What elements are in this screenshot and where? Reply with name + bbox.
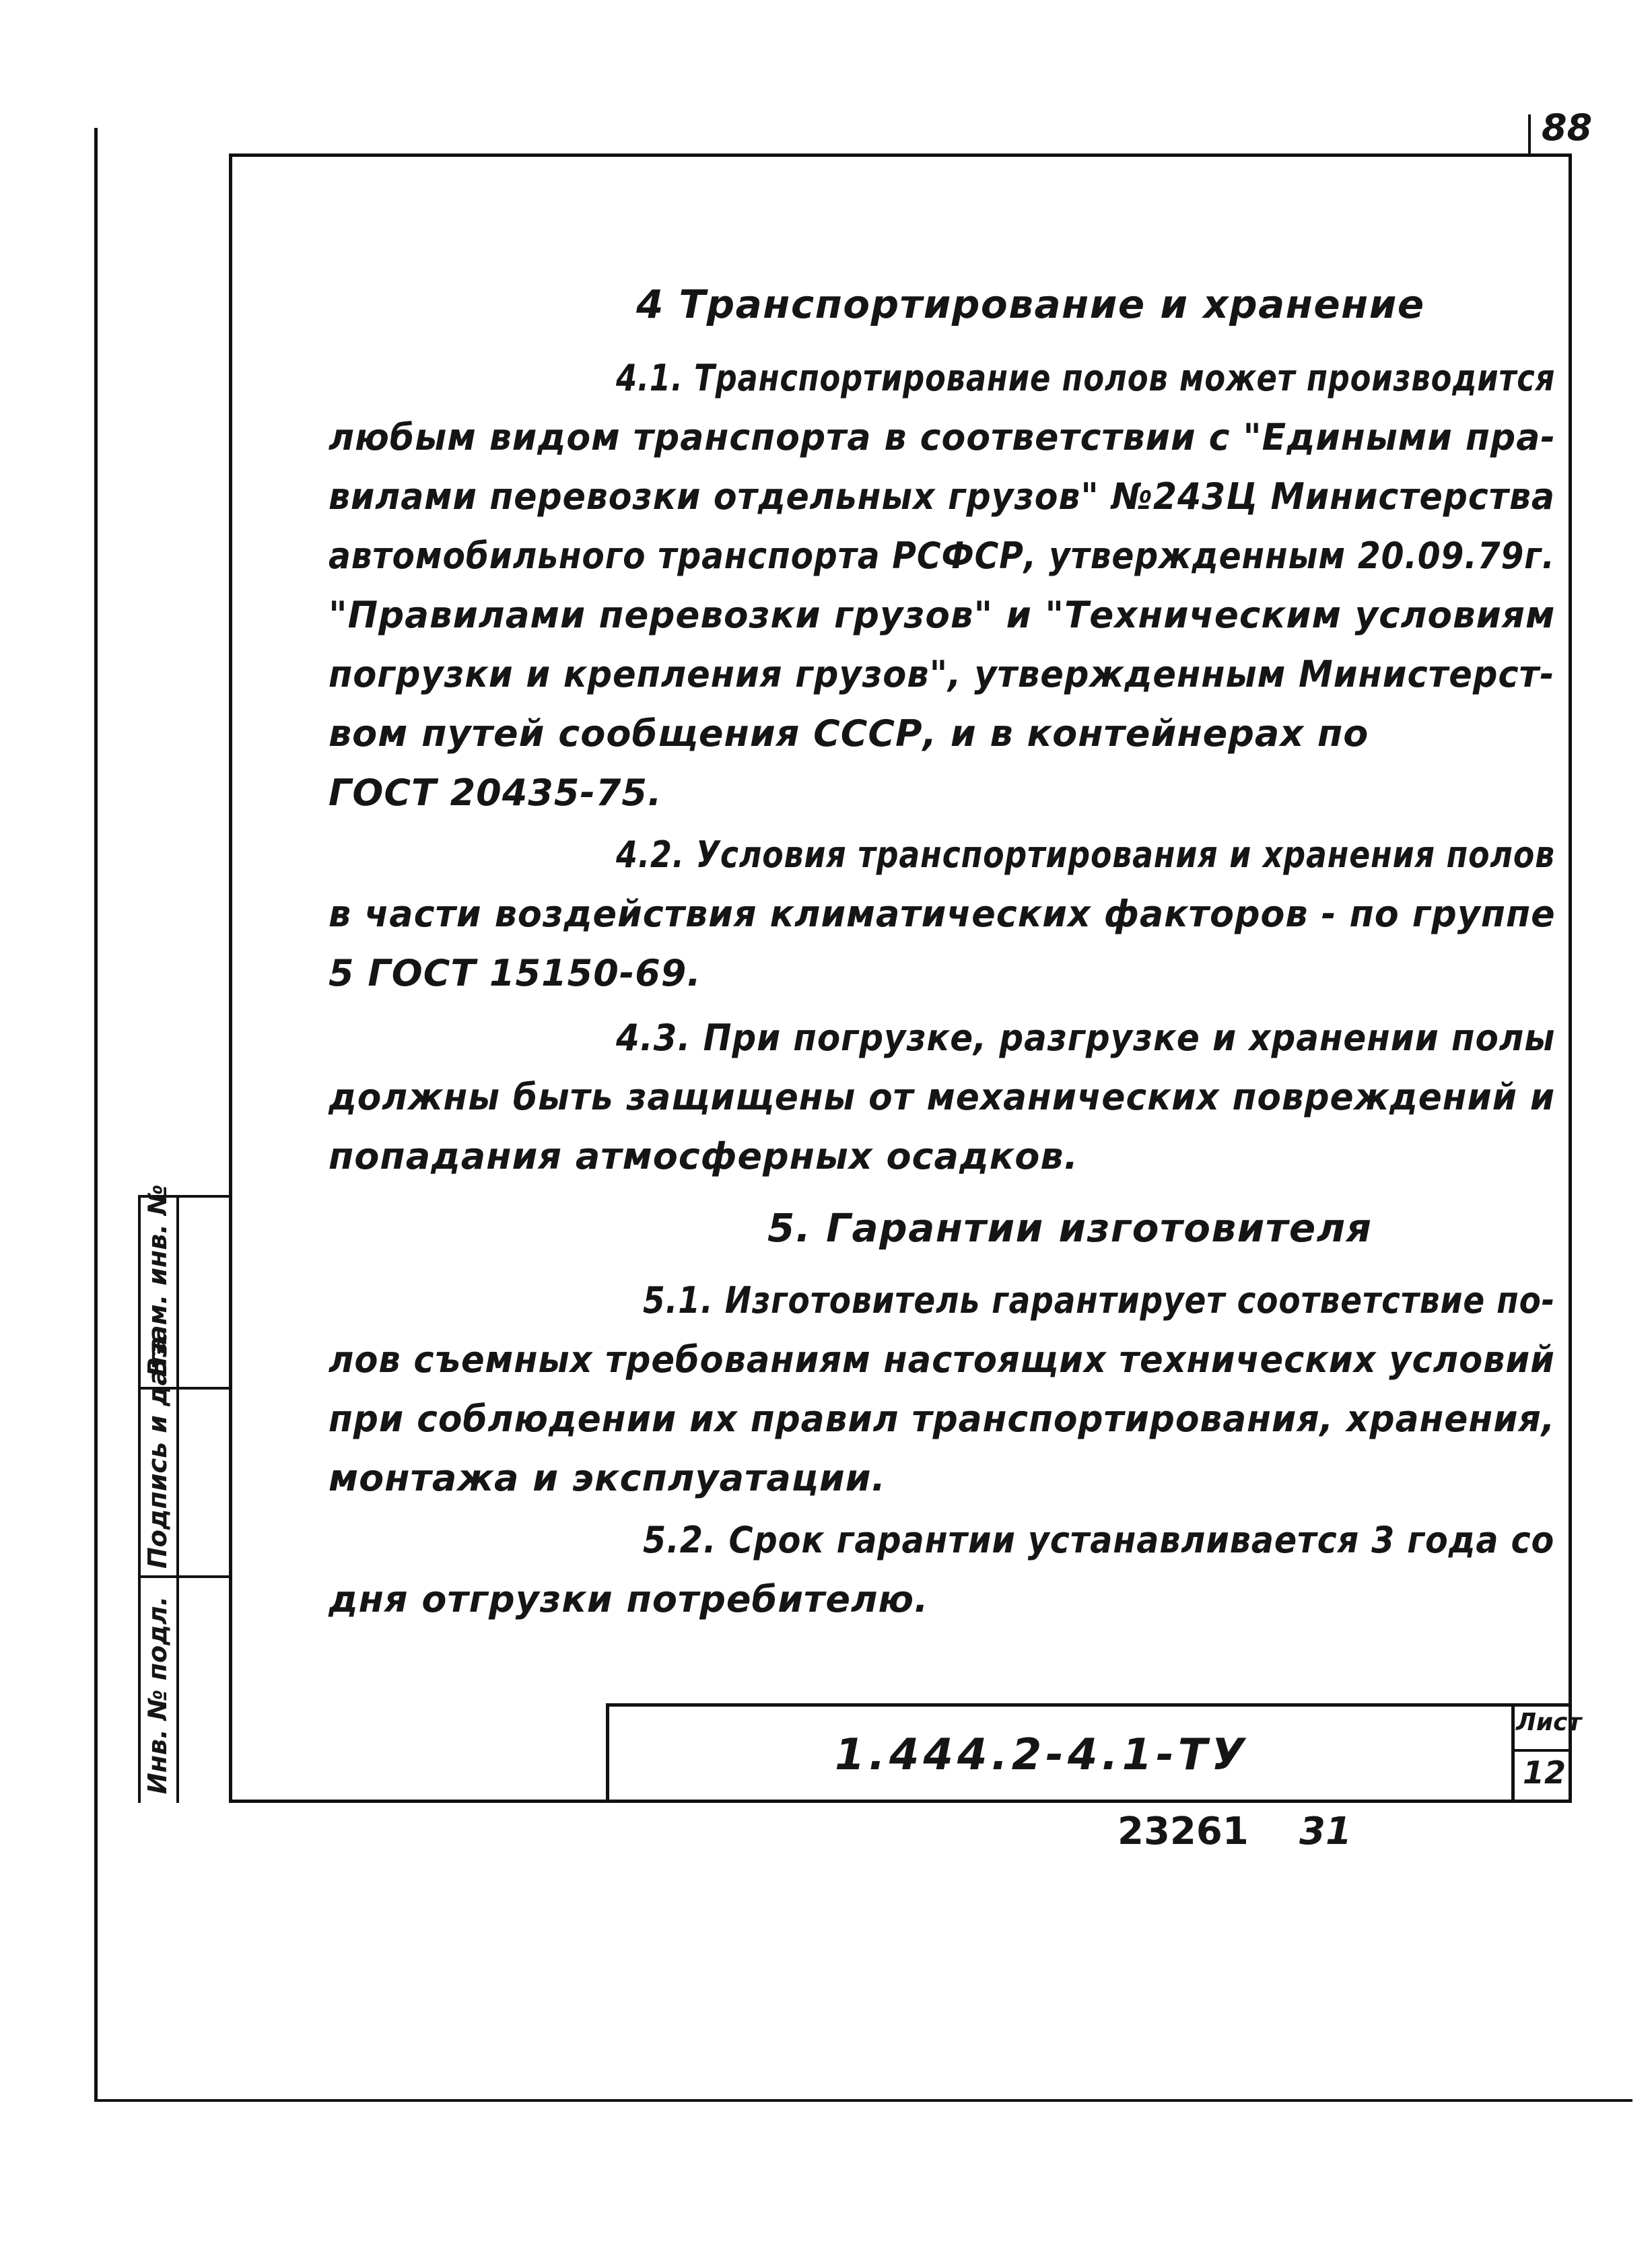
corner-tick [1528, 114, 1531, 155]
text-line: в части воздействия климатических факторов - по группе [329, 893, 1556, 935]
corner-page-number: 88 [1542, 106, 1593, 149]
text-line: должны быть защищены от механических повреждений и [329, 1076, 1556, 1118]
outer-margin-line [94, 128, 98, 2100]
side-sign-label: Подпись и дата [143, 1336, 172, 1569]
stamp-sheet-div [1511, 1703, 1515, 1803]
stamp-top [606, 1703, 1572, 1707]
text-line: вилами перевозки отдельных грузов" №243Ц Министерства [329, 475, 1555, 518]
frame-bottom [229, 1800, 1572, 1803]
text-line: при соблюдении их правил транспортирования, хранения, [329, 1398, 1556, 1440]
text-line: автомобильного транспорта РСФСР, утвержденным 20.09.79г. [329, 535, 1555, 577]
text-line: 5.2. Срок гарантии устанавливается 3 года со [643, 1519, 1555, 1561]
text-line: монтажа и эксплуатации. [329, 1457, 887, 1499]
text-line: дня отгрузки потребителю. [329, 1578, 929, 1620]
frame-right [1569, 153, 1572, 1803]
text-line: 4.2. Условия транспортирования и хранения полов [616, 833, 1555, 876]
side-replace-label: Взам. инв. № [143, 1184, 172, 1377]
section-4-heading: 4 Транспортирование и хранение [636, 281, 1425, 327]
stamp-sheet-hline [1511, 1749, 1572, 1752]
frame-top [229, 153, 1572, 157]
archive-number: 23261 [1117, 1810, 1249, 1853]
text-line: 5 ГОСТ 15150-69. [329, 952, 701, 994]
text-line: вом путей сообщения СССР, и в контейнерах по [329, 712, 1369, 755]
section-5-heading: 5. Гарантии изготовителя [767, 1205, 1373, 1251]
text-line: 4.3. При погрузке, разгрузке и хранении полы [616, 1017, 1556, 1059]
side-inv-label: Инв. № подл. [143, 1596, 172, 1794]
text-line: погрузки и крепления грузов", утвержденным Министерст- [329, 653, 1555, 695]
text-line: "Правилами перевозки грузов" и "Техническим условиям [329, 594, 1556, 636]
frame-left [229, 153, 232, 1803]
side-stamp-mid [176, 1195, 179, 1803]
stamp-doc-code: 1.444.2-4.1-ТУ [835, 1730, 1249, 1780]
side-stamp-div2 [138, 1575, 231, 1578]
stamp-sheet-number: 12 [1523, 1754, 1567, 1791]
text-line: 5.1. Изготовитель гарантирует соответствие по- [643, 1279, 1556, 1322]
text-line: 4.1. Транспортирование полов может производится [616, 357, 1556, 399]
stamp-sheet-label: Лист [1516, 1709, 1582, 1736]
stamp-left [606, 1703, 609, 1803]
text-line: попадания атмосферных осадков. [329, 1135, 1079, 1177]
text-line: любым видом транспорта в соответствии с "Едиными пра- [329, 416, 1556, 458]
side-stamp-left [138, 1195, 141, 1803]
text-line: ГОСТ 20435-75. [329, 772, 662, 814]
archive-sub-number: 31 [1299, 1810, 1352, 1853]
outer-bottom-line [94, 2099, 1632, 2102]
text-line: лов съемных требованиям настоящих технических условий [329, 1338, 1555, 1381]
